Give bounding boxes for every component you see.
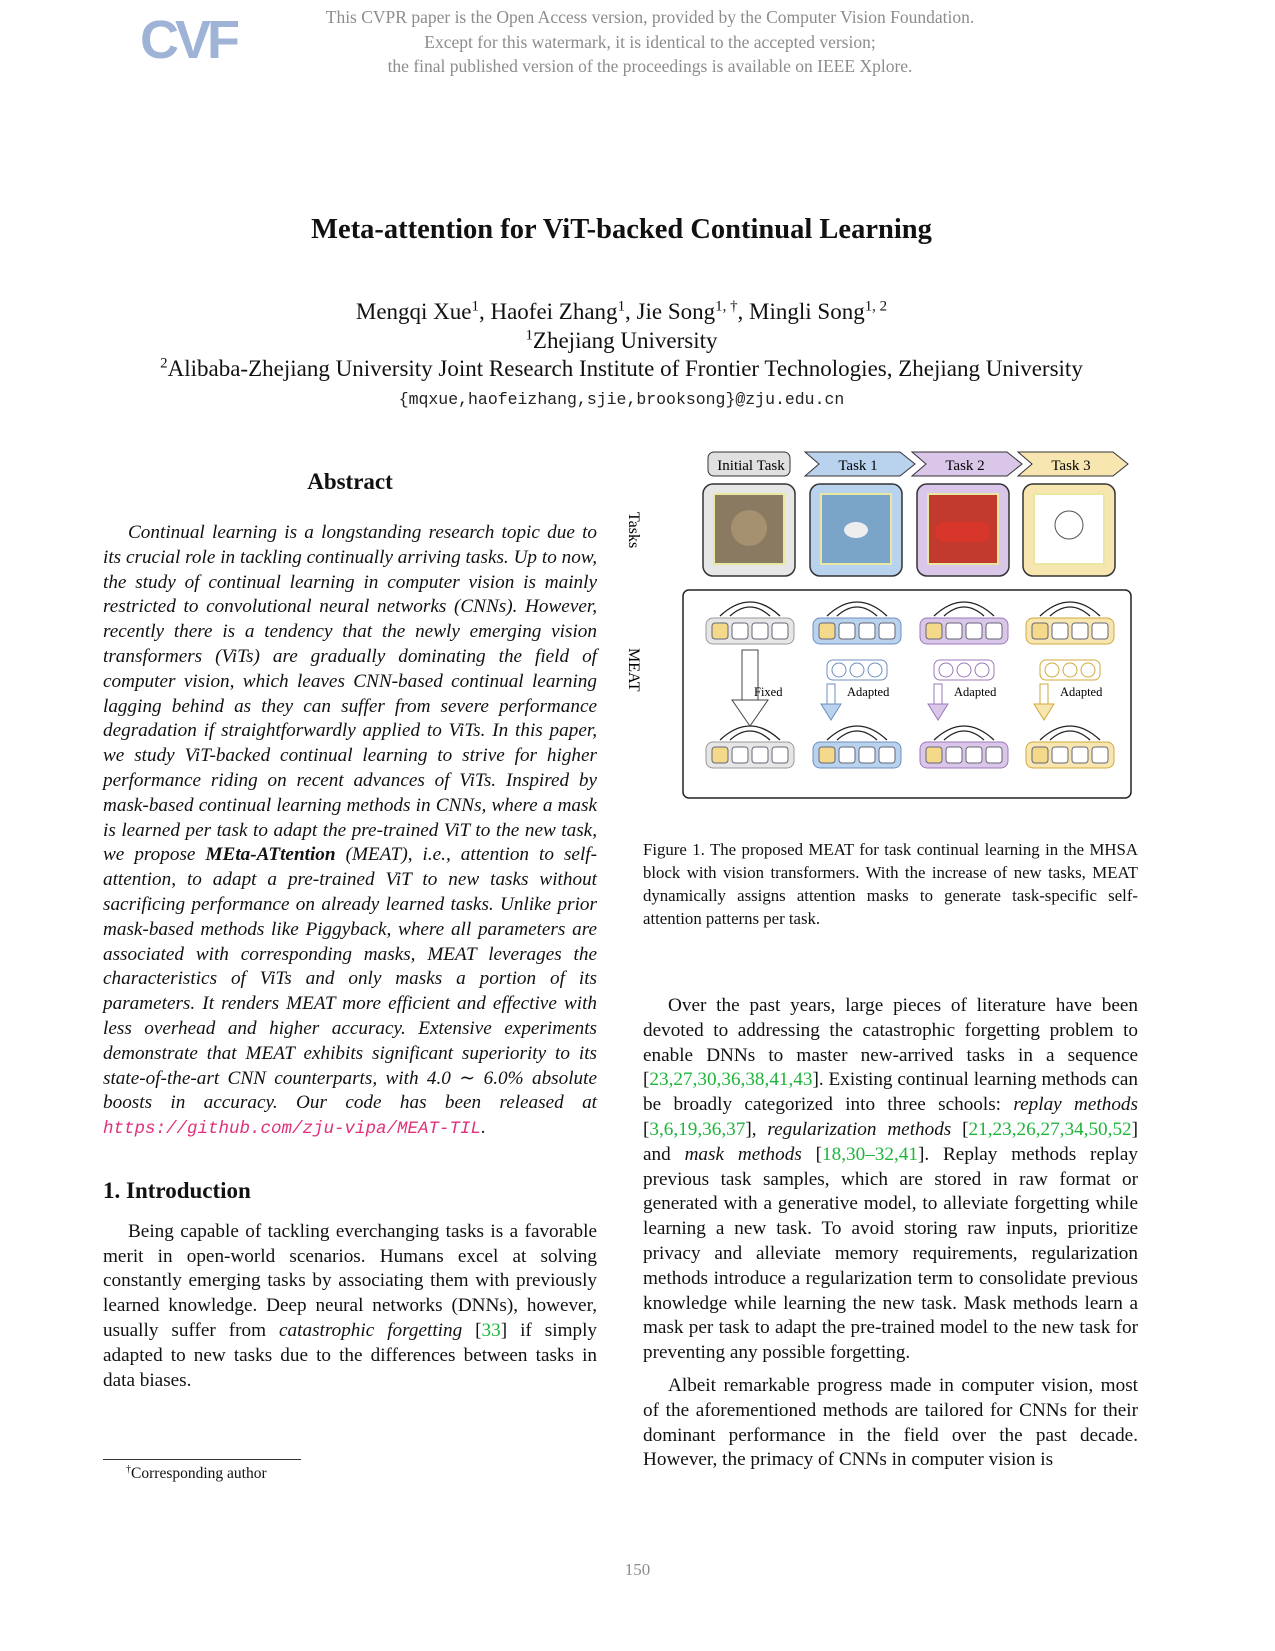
paragraph-text: Being capable of tackling everchanging tasks is a favorable merit in open-world scenarios. Humans excel at solving constantly emerging tasks by associating them with previously learned knowledge. Deep neural networks (DNNs), however, usually suffer from xyxy=(103,1220,597,1341)
attention-arc xyxy=(730,607,770,616)
token-cell xyxy=(819,623,835,639)
emphasized-term: replay methods xyxy=(1013,1094,1138,1116)
footnote xyxy=(126,1465,267,1483)
citation-link[interactable]: 21,23,26,27,34,50,52 xyxy=(968,1118,1132,1140)
paragraph-text: if simply adapted to new tasks due to the differences between tasks in data biases. xyxy=(103,1319,598,1391)
token-cell xyxy=(732,747,748,763)
emphasized-term: regularization methods xyxy=(767,1118,952,1140)
watermark-line-3: the final published version of the proceedings is available on IEEE Xplore. xyxy=(387,56,913,76)
citation-link[interactable]: 33 xyxy=(481,1319,501,1341)
author-name: Haofei Zhang xyxy=(490,299,618,324)
token-cell xyxy=(772,623,788,639)
token-cell xyxy=(1072,747,1088,763)
affiliation-mark: 2 xyxy=(160,355,168,372)
token-cell xyxy=(879,747,895,763)
token-cell xyxy=(926,747,942,763)
row-label-tasks: Tasks xyxy=(625,512,642,549)
adapted-arrow-head xyxy=(1034,704,1054,720)
meta-attention-node xyxy=(1063,663,1077,677)
cvf-logo xyxy=(138,8,236,72)
code-url-link[interactable]: https://github.com/zju-vipa/MEAT-TIL xyxy=(103,1119,482,1140)
author-name: Jie Song xyxy=(636,299,716,324)
attention-arc xyxy=(1050,607,1090,616)
affiliation-mark: 1 xyxy=(525,326,533,343)
token-cell xyxy=(1052,747,1068,763)
author-list: Mengqi Xue$^1$, Haofei Zhang$^1$, Jie Song$^{1, \dagger}$, Mingli Song$^{1, 2}$ xyxy=(355,298,888,324)
task-label: Task 3 xyxy=(1051,458,1091,474)
arrow-label: Fixed xyxy=(754,685,783,699)
author-affiliation-mark: 1, † xyxy=(715,298,738,315)
attention-arc xyxy=(827,602,887,616)
abstract-text-part: (MEAT), i.e., attention to self-attention, to adapt a pre-trained ViT to new tasks without sacrificing performance on already learned tasks. Unlike prior mask-based methods like Piggyback, where all parameters are associated with corresponding masks, MEAT leverages the characteristics of ViTs and only masks a portion of its parameters. It renders MEAT more efficient and effective with less overhead and higher accuracy. Extensive experiments demonstrate that MEAT exhibits significant superiority to its state-of-the-art CNN counterparts, with 4.0 ∼ 6.0% absolute boosts in accuracy. Our code has been released at xyxy=(103,844,597,1114)
citation-link[interactable]: 23,27,30,36,38,41,43 xyxy=(649,1069,813,1091)
token-cell xyxy=(839,623,855,639)
fixed-arrow-head xyxy=(732,700,768,726)
arrow-label: Adapted xyxy=(847,685,890,699)
author-affiliation-mark: 1, 2 xyxy=(864,298,888,315)
token-cell xyxy=(946,747,962,763)
abstract-text xyxy=(103,521,597,1142)
row-label-meat: MEAT xyxy=(625,648,642,692)
attention-arc xyxy=(720,602,780,616)
token-cell xyxy=(1052,623,1068,639)
car-body-icon xyxy=(936,522,990,542)
open-access-watermark xyxy=(250,5,1050,79)
emphasized-term: catastrophic forgetting xyxy=(279,1319,463,1341)
attention-arc xyxy=(934,726,994,740)
token-cell xyxy=(1092,747,1108,763)
figure-1-diagram xyxy=(625,458,1143,830)
token-cell xyxy=(986,623,1002,639)
token-cell xyxy=(732,623,748,639)
attention-arc xyxy=(1040,726,1100,740)
page-number: 150 xyxy=(624,1560,651,1579)
paragraph-text: ]. Existing continual learning methods can be broadly categorized into three schools: xyxy=(643,1069,1138,1116)
abstract-text-part: . xyxy=(481,1117,486,1139)
attention-arc xyxy=(944,607,984,616)
token-cell xyxy=(926,623,942,639)
task-label: Task 1 xyxy=(838,458,878,474)
affiliation-name: Zhejiang University xyxy=(532,327,718,353)
token-cell xyxy=(752,747,768,763)
attention-arc xyxy=(944,731,984,740)
introduction-paragraph-1: Being capable of tackling everchanging tasks is a favorable merit in open-world scenarios. Humans excel at solving constantly emerging tasks by associating them with previously learned knowledge. Deep neural networks (DNNs), however, usually suffer from catastrophic forgetting [33] if simply adapted to new tasks due to the differences between tasks in data biases. xyxy=(103,1220,598,1391)
left-column xyxy=(103,470,597,1393)
watermark-line-1: This CVPR paper is the Open Access version, provided by the Computer Vision Foundation. xyxy=(325,7,975,27)
meta-attention-node xyxy=(868,663,882,677)
adapted-arrow-head xyxy=(928,704,948,720)
emphasized-term: mask methods xyxy=(684,1143,802,1165)
author-affiliation-mark: 1 xyxy=(617,298,626,315)
footnote-text: Corresponding author xyxy=(131,1465,267,1482)
meta-attention-node xyxy=(832,663,846,677)
attention-arc xyxy=(837,607,877,616)
watermark-line-2: Except for this watermark, it is identical to the accepted version; xyxy=(424,31,876,52)
attention-arc xyxy=(1040,602,1100,616)
attention-arc xyxy=(827,726,887,740)
meta-attention-node xyxy=(1045,663,1059,677)
meta-attention-node xyxy=(975,663,989,677)
token-cell xyxy=(839,747,855,763)
meta-attention-node xyxy=(939,663,953,677)
citation-link[interactable]: 18,30–32,41 xyxy=(822,1143,918,1165)
meta-attention-node xyxy=(850,663,864,677)
attention-arc xyxy=(730,731,770,740)
footnote-mark: † xyxy=(126,1463,132,1475)
footnote-divider xyxy=(103,1459,301,1460)
attention-arc xyxy=(720,726,780,740)
token-cell xyxy=(879,623,895,639)
author-block xyxy=(0,298,1243,384)
attention-arc xyxy=(837,731,877,740)
token-cell xyxy=(1092,623,1108,639)
adapted-arrow-head xyxy=(821,704,841,720)
token-cell xyxy=(772,747,788,763)
arrow-label: Adapted xyxy=(1060,685,1103,699)
token-cell xyxy=(966,623,982,639)
author-affiliation-mark: 1 xyxy=(471,298,479,315)
paragraph-text: . Replay methods replay previous task samples, which are stored in raw format or generated with a generative model, to alleviate forgetting while learning a new task. To avoid storing raw inputs, prioritize privacy and alleviate memory requirements, regularization methods introduce a regularization term to consolidate previous knowledge while learning the new task. Mask methods learn a mask per task to adapt the pre-trained model to the new task for preventing any possible forgetting. xyxy=(643,1143,1138,1364)
author-name: Mengqi Xue xyxy=(355,299,472,324)
attention-arc xyxy=(934,602,994,616)
arrow-label: Adapted xyxy=(954,685,997,699)
adapted-arrow-shaft xyxy=(827,684,835,704)
paper-title: Meta-attention for ViT-backed Continual Learning xyxy=(311,214,932,245)
token-cell xyxy=(1072,623,1088,639)
introduction-heading: 1. Introduction xyxy=(103,1177,251,1203)
meta-attention-node xyxy=(957,663,971,677)
introduction-continued xyxy=(643,994,1138,1473)
token-cell xyxy=(712,747,728,763)
token-cell xyxy=(1032,623,1048,639)
token-cell xyxy=(859,623,875,639)
token-cell xyxy=(986,747,1002,763)
meta-attention-node xyxy=(1081,663,1095,677)
token-cell xyxy=(946,623,962,639)
affiliation-2 xyxy=(0,355,1243,384)
attention-arc xyxy=(1050,731,1090,740)
author-name: Mingli Song xyxy=(749,299,865,324)
token-cell xyxy=(752,623,768,639)
introduction-paragraph-3: Albeit remarkable progress made in computer vision, most of the aforementioned methods are tailored for CNNs for their dominant performance in the field over the past decade. However, the primacy of CNNs in computer vision is xyxy=(643,1374,1138,1471)
token-cell xyxy=(819,747,835,763)
token-cell xyxy=(712,623,728,639)
paragraph-text: Over the past years, large pieces of literature have been devoted to addressing the catastrophic forgetting problem to enable DNNs to master new-arrived tasks in a sequence [ xyxy=(643,995,1138,1091)
adapted-arrow-shaft xyxy=(1040,684,1048,704)
introduction-paragraph-2: Over the past years, large pieces of literature have been devoted to addressing the catastrophic forgetting problem to enable DNNs to master new-arrived tasks in a sequence [23,27,30,36,38,41,43]. Existing continual learning methods can be broadly categorized into three schools: replay methods [3,6,19,36,37], regularization methods [21,23,26,27,34,50,52] and mask methods [18,30–32,41]. Replay methods replay previous task samples, which are stored in raw format or generated with a generative model, to alleviate forgetting while learning a new task. To avoid storing raw inputs, prioritize privacy and alleviate memory requirements, regularization methods introduce a regularization term to consolidate previous knowledge while learning the new task. Mask methods learn a mask per task to adapt the pre-trained model to the new task for preventing any possible forgetting. xyxy=(643,995,1139,1364)
figure-caption: Figure 1. The proposed MEAT for task continual learning in the MHSA block with vision transformers. With the increase of new tasks, MEAT dynamically assigns attention masks to generate task-specific self-attention patterns per task. xyxy=(643,840,1138,928)
token-cell xyxy=(1032,747,1048,763)
abstract-heading: Abstract xyxy=(307,469,393,494)
token-cell xyxy=(859,747,875,763)
right-column xyxy=(625,458,1139,1481)
abstract-text-part: Continual learning is a longstanding research topic due to its crucial role in tackling continually arriving tasks. Up to now, the study of continual learning in computer vision is mainly restricted to convolutional neural networks (CNNs). However, recently there is a tendency that the newly emerging vision transformers (ViTs) are gradually dominating the field of computer vision, which leaves CNN-based continual learning lagging behind as they can suffer from severe performance degradation if straightforwardly applied to ViTs. In this paper, we study ViT-backed continual learning to strive for higher performance riding on recent advances of ViTs. Inspired by mask-based continual learning methods in CNNs, where a mask is learned per task to adapt the pre-trained ViT to the new task, we propose xyxy=(103,522,597,866)
citation-link[interactable]: 3,6,19,36,37 xyxy=(649,1118,746,1140)
flower-sketch-image xyxy=(1034,494,1104,564)
affiliation-1 xyxy=(0,327,1243,356)
cat-face-icon xyxy=(731,510,767,546)
token-cell xyxy=(966,747,982,763)
author-emails: {mqxue,haofeizhang,sjie,brooksong}@zju.edu.cn xyxy=(398,390,845,409)
cvf-logo-text: CVF xyxy=(140,10,236,70)
task-label: Initial Task xyxy=(717,458,785,474)
adapted-arrow-shaft xyxy=(934,684,942,704)
task-label: Task 2 xyxy=(945,458,985,474)
method-name: MEta-ATtention xyxy=(205,844,336,866)
gull-body-icon xyxy=(844,522,868,538)
affiliation-name: Alibaba-Zhejiang University Joint Research Institute of Frontier Technologies, Zhejiang University xyxy=(167,356,1083,381)
